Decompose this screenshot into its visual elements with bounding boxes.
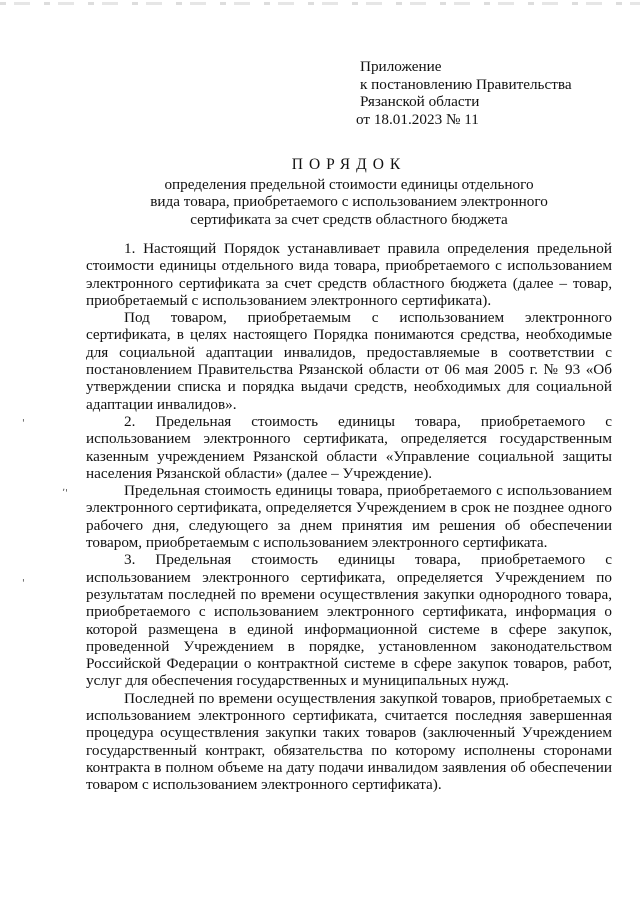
paragraph: 1. Настоящий Порядок устанавливает правила определения предельной стоимости единицы отдельного вида товара, приобретаемого с использованием электронного сертификата за счет средств областного бюджета (далее – товар, приобретаемый с использованием электронного сертификата). bbox=[86, 240, 612, 309]
appendix-line-3: Рязанской области bbox=[360, 93, 480, 110]
scan-artifact bbox=[0, 2, 640, 5]
paragraph: Под товаром, приобретаемым с использованием электронного сертификата, в целях настоящего Порядка понимаются средства, необходимые для социальной адаптации инвалидов, предоставляемые в соответствии с постановлением Правительства Рязанской области от 06 мая 2005 г. № 93 «Об утверждении списка и порядка выдачи средств, необходимых для социальной адаптации инвалидов». bbox=[86, 309, 612, 413]
appendix-line-4: от 18.01.2023 № 11 bbox=[356, 110, 479, 128]
document-title bbox=[86, 156, 612, 228]
title-line-3: сертификата за счет средств областного бюджета bbox=[190, 210, 508, 228]
paragraph: Последней по времени осуществления закупкой товаров, приобретаемых с использованием электронного сертификата, считается последняя завершенная процедура осуществления закупки таких товаров (заключенный Учреждением государственный контракт, обязательства по которому исполнены сторонами контракта в полном объеме на дату подачи инвалидом заявления об обеспечении товаром с использованием электронного сертификата). bbox=[86, 689, 612, 794]
appendix-block bbox=[356, 58, 572, 128]
paragraph: 2. Предельная стоимость единицы товара, приобретаемого с использованием электронного сертификата, определяется государственным казенным учреждением Рязанской области «Управление социальной защиты населения Рязанской области» (далее – Учреждение). bbox=[86, 412, 612, 482]
appendix-line-1: Приложение bbox=[360, 58, 442, 75]
title-line-2: вида товара, приобретаемого с использованием электронного bbox=[150, 193, 548, 210]
margin-mark: ' bbox=[22, 578, 25, 589]
title-heading: ПОРЯДОК bbox=[291, 156, 407, 173]
paragraph: 3. Предельная стоимость единицы товара, приобретаемого с использованием электронного сертификата, определяется Учреждением по результатам последней по времени осуществления закупки однородного товара, приобретаемого с использованием электронного сертификата, информация о которой размещена в единой информационной системе в сфере закупок, проведенной Учреждением в порядке, установленном законодательством Российской Федерации о контрактной системе в сфере закупок товаров, работ, услуг для обеспечения государственных и муниципальных нужд. bbox=[86, 551, 612, 690]
margin-mark: ʼ' bbox=[62, 488, 68, 499]
document-body bbox=[86, 240, 612, 794]
paragraph: Предельная стоимость единицы товара, приобретаемого с использованием электронного сертификата, определяется Учреждением в срок не позднее одного рабочего дня, следующего за днем принятия им решения об обеспечении товаром, приобретаемым с использованием электронного сертификата. bbox=[86, 482, 612, 552]
title-line-1: определения предельной стоимости единицы отдельного bbox=[164, 175, 534, 193]
margin-mark: ' bbox=[22, 418, 25, 429]
appendix-line-2: к постановлению Правительства bbox=[360, 75, 572, 93]
